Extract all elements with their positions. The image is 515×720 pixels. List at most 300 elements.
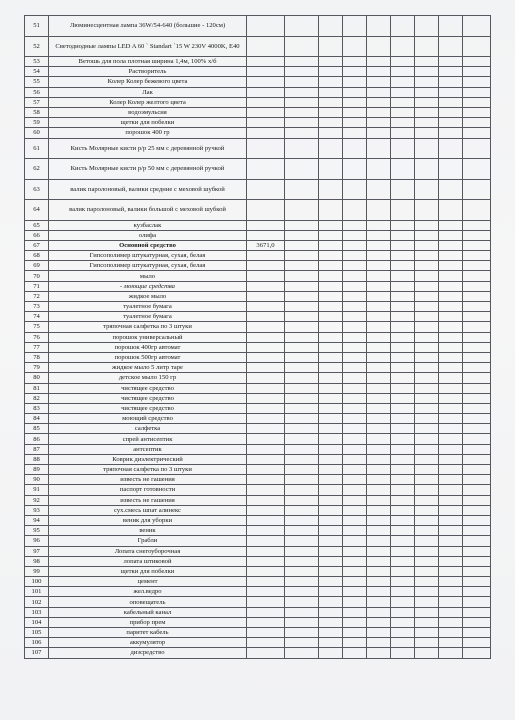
empty-cell [463, 87, 491, 97]
empty-cell [415, 577, 439, 587]
item-value [247, 556, 285, 566]
empty-cell [343, 97, 367, 107]
empty-cell [463, 648, 491, 658]
item-name: порошок 400 гр [49, 128, 247, 138]
empty-cell [343, 57, 367, 67]
empty-cell [285, 230, 319, 240]
empty-cell [439, 332, 463, 342]
empty-cell [367, 312, 391, 322]
empty-cell [367, 444, 391, 454]
empty-cell [285, 251, 319, 261]
empty-cell [391, 373, 415, 383]
item-value [247, 36, 285, 57]
empty-cell [463, 577, 491, 587]
empty-cell [463, 628, 491, 638]
item-value [247, 454, 285, 464]
item-name: Колер Колер желтого цвета [49, 97, 247, 107]
empty-cell [391, 200, 415, 221]
empty-cell [319, 342, 343, 352]
row-number: 81 [25, 383, 49, 393]
empty-cell [391, 291, 415, 301]
empty-cell [367, 424, 391, 434]
empty-cell [319, 36, 343, 57]
empty-cell [343, 536, 367, 546]
empty-cell [439, 87, 463, 97]
empty-cell [367, 332, 391, 342]
empty-cell [391, 485, 415, 495]
item-name: веник [49, 526, 247, 536]
empty-cell [415, 597, 439, 607]
item-name: Растворитель [49, 67, 247, 77]
item-name: сух.смесь шпат алинекс [49, 505, 247, 515]
row-number: 53 [25, 57, 49, 67]
empty-cell [285, 383, 319, 393]
empty-cell [391, 566, 415, 576]
empty-cell [285, 200, 319, 221]
empty-cell [463, 220, 491, 230]
table-row [25, 424, 491, 434]
empty-cell [367, 546, 391, 556]
table-row [25, 434, 491, 444]
item-name: валик паролоновый, валики большой с меховой шубкой [49, 200, 247, 221]
empty-cell [415, 373, 439, 383]
empty-cell [463, 383, 491, 393]
empty-cell [415, 607, 439, 617]
empty-cell [415, 107, 439, 117]
empty-cell [285, 159, 319, 180]
item-value [247, 251, 285, 261]
empty-cell [319, 648, 343, 658]
row-number: 79 [25, 363, 49, 373]
item-value [247, 475, 285, 485]
empty-cell [285, 393, 319, 403]
empty-cell [367, 118, 391, 128]
table-row [25, 515, 491, 525]
empty-cell [285, 77, 319, 87]
empty-cell [319, 577, 343, 587]
table-row [25, 414, 491, 424]
row-number: 103 [25, 607, 49, 617]
row-number: 76 [25, 332, 49, 342]
empty-cell [285, 118, 319, 128]
empty-cell [367, 403, 391, 413]
empty-cell [343, 383, 367, 393]
item-name: щетки для побелки [49, 566, 247, 576]
item-name: лопата штиковой [49, 556, 247, 566]
table-body [25, 16, 491, 659]
item-name: Колер Колер бежевого цвета [49, 77, 247, 87]
empty-cell [367, 138, 391, 159]
empty-cell [285, 16, 319, 37]
empty-cell [367, 16, 391, 37]
item-value [247, 638, 285, 648]
empty-cell [343, 322, 367, 332]
table-row [25, 505, 491, 515]
table-row [25, 97, 491, 107]
empty-cell [463, 444, 491, 454]
empty-cell [439, 495, 463, 505]
table-row [25, 485, 491, 495]
empty-cell [343, 465, 367, 475]
table-row [25, 261, 491, 271]
empty-cell [463, 546, 491, 556]
empty-cell [463, 16, 491, 37]
item-name: порошок 400гр автомат [49, 342, 247, 352]
item-value [247, 291, 285, 301]
empty-cell [439, 617, 463, 627]
row-number: 88 [25, 454, 49, 464]
item-name: жел.ведро [49, 587, 247, 597]
row-number: 62 [25, 159, 49, 180]
empty-cell [285, 526, 319, 536]
empty-cell [463, 332, 491, 342]
empty-cell [285, 302, 319, 312]
empty-cell [319, 393, 343, 403]
empty-cell [343, 230, 367, 240]
empty-cell [343, 373, 367, 383]
empty-cell [391, 332, 415, 342]
item-value [247, 200, 285, 221]
empty-cell [439, 454, 463, 464]
empty-cell [319, 546, 343, 556]
item-name: Гипсополимер штукатурная, сухая, белая [49, 261, 247, 271]
empty-cell [285, 271, 319, 281]
empty-cell [367, 36, 391, 57]
empty-cell [285, 67, 319, 77]
item-name: Кисть Молярные кисти р/р 25 мм с деревянной ручкой [49, 138, 247, 159]
empty-cell [367, 454, 391, 464]
empty-cell [439, 526, 463, 536]
empty-cell [463, 515, 491, 525]
empty-cell [367, 597, 391, 607]
table-row [25, 271, 491, 281]
empty-cell [463, 434, 491, 444]
item-value [247, 577, 285, 587]
empty-cell [391, 322, 415, 332]
empty-cell [319, 128, 343, 138]
row-number: 73 [25, 302, 49, 312]
empty-cell [439, 230, 463, 240]
row-number: 93 [25, 505, 49, 515]
item-name: туалетное бумага [49, 302, 247, 312]
empty-cell [463, 107, 491, 117]
row-number: 97 [25, 546, 49, 556]
row-number: 80 [25, 373, 49, 383]
empty-cell [415, 628, 439, 638]
empty-cell [343, 505, 367, 515]
empty-cell [391, 587, 415, 597]
row-number: 51 [25, 16, 49, 37]
item-value [247, 597, 285, 607]
empty-cell [415, 342, 439, 352]
empty-cell [319, 97, 343, 107]
empty-cell [415, 587, 439, 597]
empty-cell [343, 240, 367, 250]
empty-cell [439, 515, 463, 525]
item-value [247, 128, 285, 138]
empty-cell [319, 16, 343, 37]
row-number: 84 [25, 414, 49, 424]
empty-cell [439, 128, 463, 138]
empty-cell [343, 403, 367, 413]
item-name: - моющие средства [49, 281, 247, 291]
item-value [247, 179, 285, 200]
empty-cell [343, 638, 367, 648]
empty-cell [285, 566, 319, 576]
empty-cell [415, 465, 439, 475]
empty-cell [463, 67, 491, 77]
empty-cell [285, 87, 319, 97]
empty-cell [415, 352, 439, 362]
empty-cell [343, 526, 367, 536]
item-name: спрей антисептик [49, 434, 247, 444]
empty-cell [439, 648, 463, 658]
empty-cell [391, 240, 415, 250]
table-row [25, 87, 491, 97]
empty-cell [343, 648, 367, 658]
empty-cell [285, 617, 319, 627]
empty-cell [463, 138, 491, 159]
empty-cell [319, 505, 343, 515]
empty-cell [343, 556, 367, 566]
empty-cell [319, 515, 343, 525]
item-name: дизсредство [49, 648, 247, 658]
table-row [25, 107, 491, 117]
empty-cell [319, 475, 343, 485]
table-row [25, 373, 491, 383]
empty-cell [439, 312, 463, 322]
table-row [25, 638, 491, 648]
empty-cell [343, 302, 367, 312]
item-name: Коврик диэлектрический [49, 454, 247, 464]
empty-cell [319, 271, 343, 281]
item-value [247, 261, 285, 271]
table-row [25, 312, 491, 322]
item-value [247, 536, 285, 546]
empty-cell [367, 373, 391, 383]
empty-cell [367, 322, 391, 332]
item-value [247, 97, 285, 107]
empty-cell [319, 556, 343, 566]
item-name: кабельный канал [49, 607, 247, 617]
empty-cell [367, 475, 391, 485]
table-row [25, 526, 491, 536]
item-name: Кисть Молярные кисти р/р 50 мм с деревянной ручкой [49, 159, 247, 180]
empty-cell [319, 536, 343, 546]
row-number: 85 [25, 424, 49, 434]
item-value [247, 363, 285, 373]
item-name: известь не гашения [49, 475, 247, 485]
empty-cell [319, 159, 343, 180]
empty-cell [391, 434, 415, 444]
item-name: Основной средство [49, 240, 247, 250]
empty-cell [463, 454, 491, 464]
item-name: салфетка [49, 424, 247, 434]
item-value [247, 118, 285, 128]
empty-cell [319, 332, 343, 342]
item-value [247, 271, 285, 281]
empty-cell [285, 291, 319, 301]
table-row [25, 118, 491, 128]
empty-cell [367, 87, 391, 97]
item-value [247, 587, 285, 597]
empty-cell [439, 465, 463, 475]
empty-cell [285, 577, 319, 587]
item-name: Лопата снегоуборочная [49, 546, 247, 556]
empty-cell [463, 424, 491, 434]
empty-cell [319, 363, 343, 373]
empty-cell [319, 251, 343, 261]
empty-cell [415, 617, 439, 627]
empty-cell [319, 220, 343, 230]
item-name: туалетное бумага [49, 312, 247, 322]
empty-cell [319, 87, 343, 97]
empty-cell [415, 128, 439, 138]
row-number: 106 [25, 638, 49, 648]
empty-cell [391, 36, 415, 57]
empty-cell [391, 77, 415, 87]
empty-cell [463, 587, 491, 597]
item-value [247, 220, 285, 230]
item-value [247, 515, 285, 525]
empty-cell [439, 77, 463, 87]
empty-cell [463, 536, 491, 546]
item-value [247, 444, 285, 454]
empty-cell [439, 67, 463, 77]
empty-cell [343, 77, 367, 87]
table-row [25, 220, 491, 230]
row-number: 69 [25, 261, 49, 271]
empty-cell [439, 373, 463, 383]
item-name: олифа [49, 230, 247, 240]
empty-cell [463, 566, 491, 576]
empty-cell [319, 291, 343, 301]
table-row [25, 352, 491, 362]
empty-cell [319, 434, 343, 444]
empty-cell [367, 342, 391, 352]
empty-cell [319, 628, 343, 638]
empty-cell [343, 352, 367, 362]
empty-cell [343, 67, 367, 77]
table-row [25, 291, 491, 301]
empty-cell [415, 302, 439, 312]
empty-cell [463, 159, 491, 180]
empty-cell [319, 373, 343, 383]
empty-cell [439, 159, 463, 180]
empty-cell [319, 107, 343, 117]
item-name: тряпочная салфетка по 3 штуки [49, 322, 247, 332]
empty-cell [415, 281, 439, 291]
empty-cell [285, 597, 319, 607]
row-number: 87 [25, 444, 49, 454]
empty-cell [463, 240, 491, 250]
empty-cell [319, 230, 343, 240]
empty-cell [319, 118, 343, 128]
empty-cell [415, 36, 439, 57]
item-value [247, 648, 285, 658]
empty-cell [343, 36, 367, 57]
empty-cell [319, 352, 343, 362]
empty-cell [319, 312, 343, 322]
empty-cell [415, 424, 439, 434]
row-number: 94 [25, 515, 49, 525]
table-row [25, 67, 491, 77]
empty-cell [391, 138, 415, 159]
table-row [25, 332, 491, 342]
empty-cell [391, 617, 415, 627]
empty-cell [285, 515, 319, 525]
empty-cell [367, 383, 391, 393]
item-value [247, 617, 285, 627]
table-row [25, 200, 491, 221]
empty-cell [463, 556, 491, 566]
empty-cell [415, 332, 439, 342]
row-number: 74 [25, 312, 49, 322]
row-number: 75 [25, 322, 49, 332]
empty-cell [367, 57, 391, 67]
empty-cell [391, 475, 415, 485]
empty-cell [439, 118, 463, 128]
empty-cell [439, 251, 463, 261]
row-number: 101 [25, 587, 49, 597]
table-row [25, 240, 491, 250]
empty-cell [439, 363, 463, 373]
empty-cell [367, 230, 391, 240]
empty-cell [391, 118, 415, 128]
empty-cell [319, 424, 343, 434]
empty-cell [463, 97, 491, 107]
empty-cell [391, 383, 415, 393]
empty-cell [439, 342, 463, 352]
table-row [25, 617, 491, 627]
empty-cell [319, 383, 343, 393]
empty-cell [285, 36, 319, 57]
empty-cell [391, 220, 415, 230]
table-row [25, 577, 491, 587]
empty-cell [439, 57, 463, 67]
empty-cell [415, 87, 439, 97]
empty-cell [367, 220, 391, 230]
empty-cell [367, 363, 391, 373]
empty-cell [415, 240, 439, 250]
empty-cell [415, 556, 439, 566]
empty-cell [319, 485, 343, 495]
empty-cell [391, 363, 415, 373]
empty-cell [463, 322, 491, 332]
empty-cell [285, 403, 319, 413]
empty-cell [439, 36, 463, 57]
row-number: 54 [25, 67, 49, 77]
empty-cell [319, 138, 343, 159]
row-number: 71 [25, 281, 49, 291]
table-row [25, 546, 491, 556]
empty-cell [391, 465, 415, 475]
empty-cell [415, 261, 439, 271]
empty-cell [463, 352, 491, 362]
empty-cell [319, 526, 343, 536]
empty-cell [367, 515, 391, 525]
empty-cell [343, 281, 367, 291]
row-number: 100 [25, 577, 49, 587]
item-value [247, 465, 285, 475]
row-number: 92 [25, 495, 49, 505]
table-row [25, 363, 491, 373]
empty-cell [439, 97, 463, 107]
empty-cell [439, 424, 463, 434]
empty-cell [343, 414, 367, 424]
empty-cell [343, 607, 367, 617]
table-row [25, 251, 491, 261]
